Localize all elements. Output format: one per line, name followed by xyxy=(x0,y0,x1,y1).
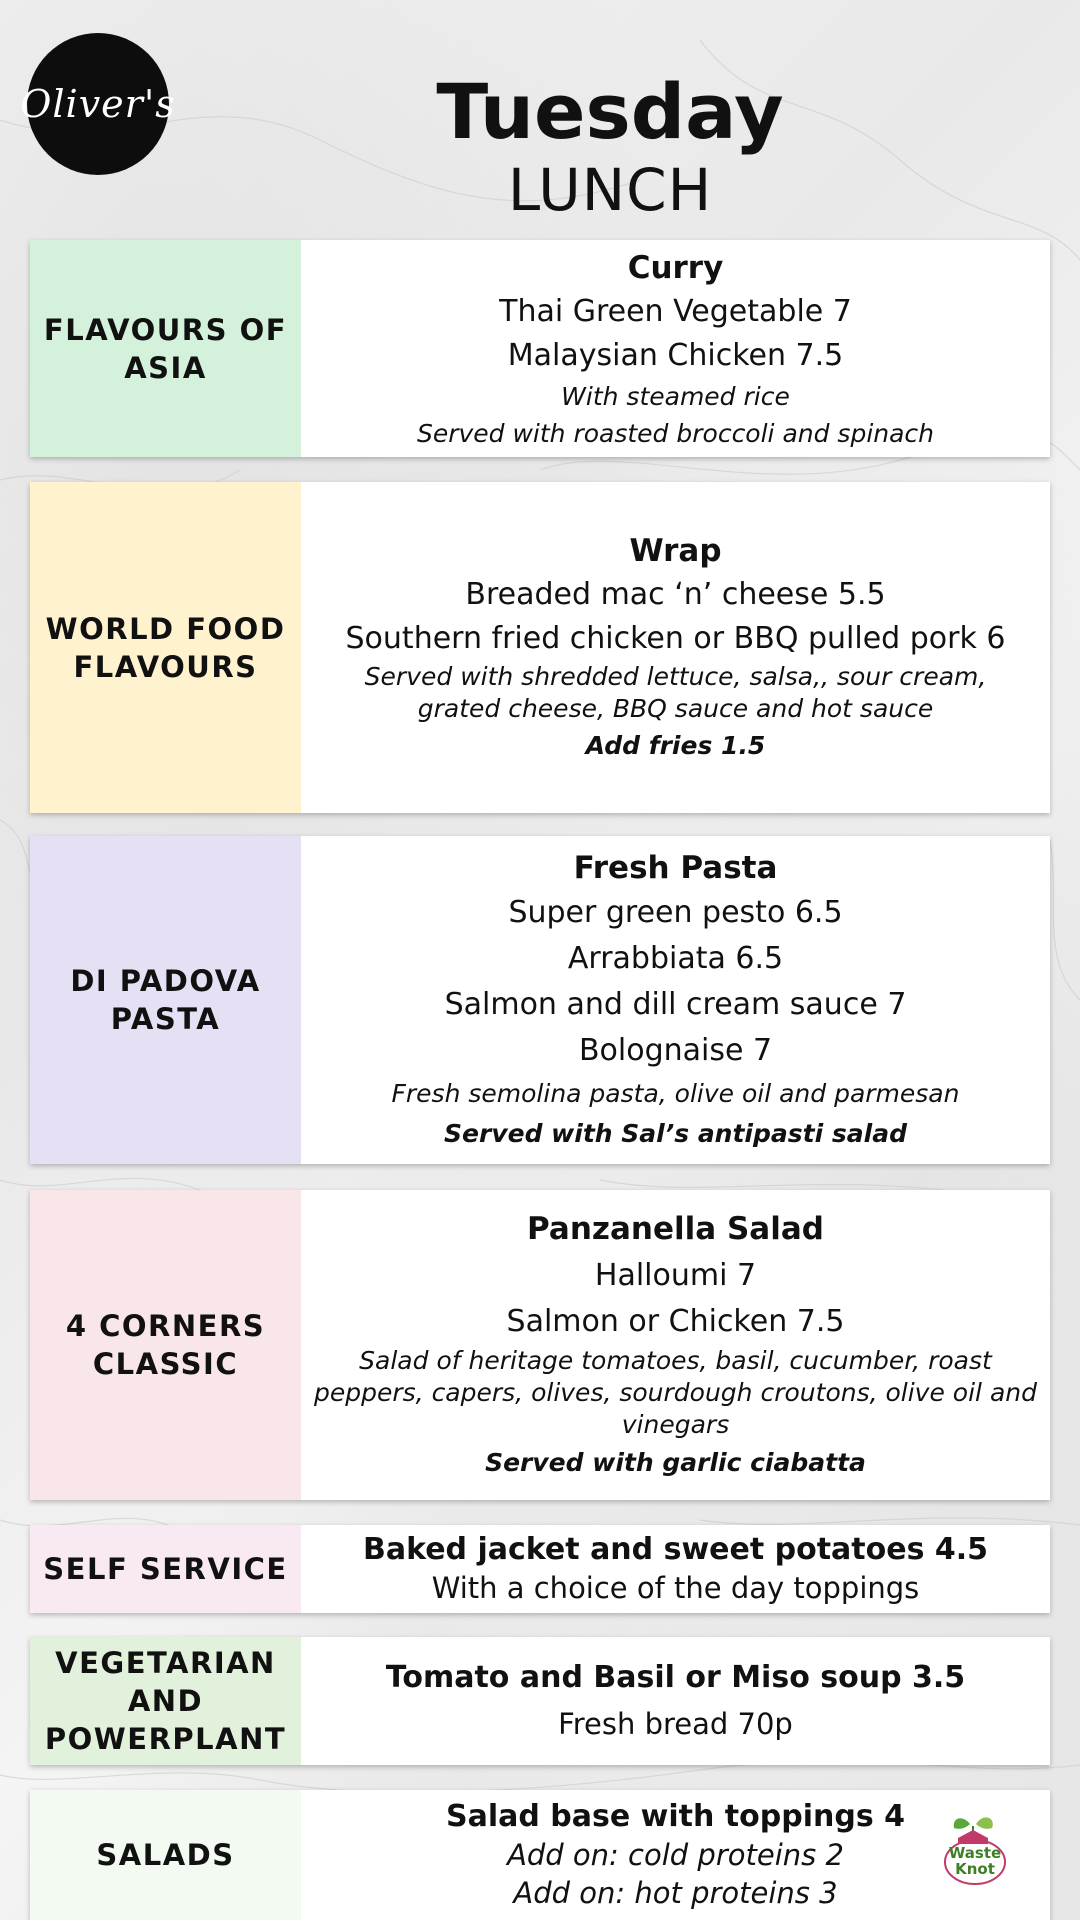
category-label: 4 CORNERS CLASSIC xyxy=(30,1190,301,1500)
menu-item: Breaded mac ‘n’ cheese 5.5 xyxy=(465,576,886,612)
menu-item: Thai Green Vegetable 7 xyxy=(499,293,852,329)
menu-note-bold: Served with Sal’s antipasti salad xyxy=(444,1119,907,1148)
badge-text-bottom: Knot xyxy=(955,1860,995,1878)
badge-text-top: Waste xyxy=(948,1844,1002,1862)
menu-item: Add on: cold proteins 2 xyxy=(507,1838,844,1872)
dish-heading: Curry xyxy=(627,249,724,286)
category-label: SELF SERVICE xyxy=(30,1525,301,1613)
category-label: DI PADOVA PASTA xyxy=(30,836,301,1164)
menu-item: Southern fried chicken or BBQ pulled pork 6 xyxy=(345,620,1006,656)
dish-heading: Baked jacket and sweet potatoes 4.5 xyxy=(362,1532,989,1567)
category-label: VEGETARIAN AND POWERPLANT xyxy=(30,1637,301,1765)
page-title-day: Tuesday xyxy=(436,67,784,156)
menu-section-self-service xyxy=(30,1525,1050,1613)
page-title-meal: LUNCH xyxy=(507,156,713,224)
menu-note-bold: Add fries 1.5 xyxy=(585,730,766,760)
menu-note: Fresh semolina pasta, olive oil and parmesan xyxy=(391,1079,960,1108)
menu-content xyxy=(301,1190,1050,1500)
category-label: SALADS xyxy=(30,1790,301,1920)
olivers-logo xyxy=(20,33,176,175)
menu-item: With a choice of the day toppings xyxy=(431,1571,920,1605)
menu-item: Malaysian Chicken 7.5 xyxy=(507,337,844,373)
dish-heading: Tomato and Basil or Miso soup 3.5 xyxy=(385,1660,966,1695)
menu-note: Served with roasted broccoli and spinach xyxy=(416,418,935,448)
menu-section-world-food-flavours xyxy=(30,482,1050,813)
menu-section-flavours-of-asia xyxy=(30,240,1050,457)
menu-item: Salmon and dill cream sauce 7 xyxy=(444,987,907,1022)
menu-note: Salad of heritage tomatoes, basil, cucumber, roast peppers, capers, olives, sourdough croutons, olive oil and vinegars xyxy=(314,1346,1037,1439)
menu-section-di-padova-pasta xyxy=(30,836,1050,1164)
waste-knot-logo-icon xyxy=(940,1810,1010,1890)
menu-section-salads xyxy=(30,1790,1050,1920)
menu-content xyxy=(301,240,1050,457)
menu-section-vegetarian-and-powerplant xyxy=(30,1637,1050,1765)
menu-content xyxy=(301,482,1050,813)
dish-heading: Wrap xyxy=(629,532,722,569)
menu-item: Salmon or Chicken 7.5 xyxy=(506,1304,845,1339)
menu-note: With steamed rice xyxy=(561,381,790,411)
menu-section-4-corners-classic xyxy=(30,1190,1050,1500)
menu-content xyxy=(301,1790,1050,1920)
menu-item: Arrabbiata 6.5 xyxy=(567,941,784,976)
menu-content xyxy=(301,836,1050,1164)
menu-item: Bolognaise 7 xyxy=(578,1033,773,1068)
dish-heading: Panzanella Salad xyxy=(527,1211,824,1247)
menu-content xyxy=(301,1637,1050,1765)
menu-item: Halloumi 7 xyxy=(594,1258,757,1293)
dish-heading: Salad base with toppings 4 xyxy=(446,1799,905,1834)
category-label: WORLD FOOD FLAVOURS xyxy=(30,482,301,813)
category-label: FLAVOURS OF ASIA xyxy=(30,240,301,457)
menu-item: Add on: hot proteins 3 xyxy=(513,1876,838,1910)
menu-content xyxy=(301,1525,1050,1613)
menu-note-bold: Served with garlic ciabatta xyxy=(485,1448,866,1477)
logo-text: Oliver's xyxy=(20,82,176,126)
menu-item: Fresh bread 70p xyxy=(558,1707,793,1741)
dish-heading: Fresh Pasta xyxy=(573,850,778,886)
menu-note: Served with shredded lettuce, salsa,, sour cream, grated cheese, BBQ sauce and hot sauce xyxy=(364,661,987,723)
menu-item: Super green pesto 6.5 xyxy=(508,895,843,930)
